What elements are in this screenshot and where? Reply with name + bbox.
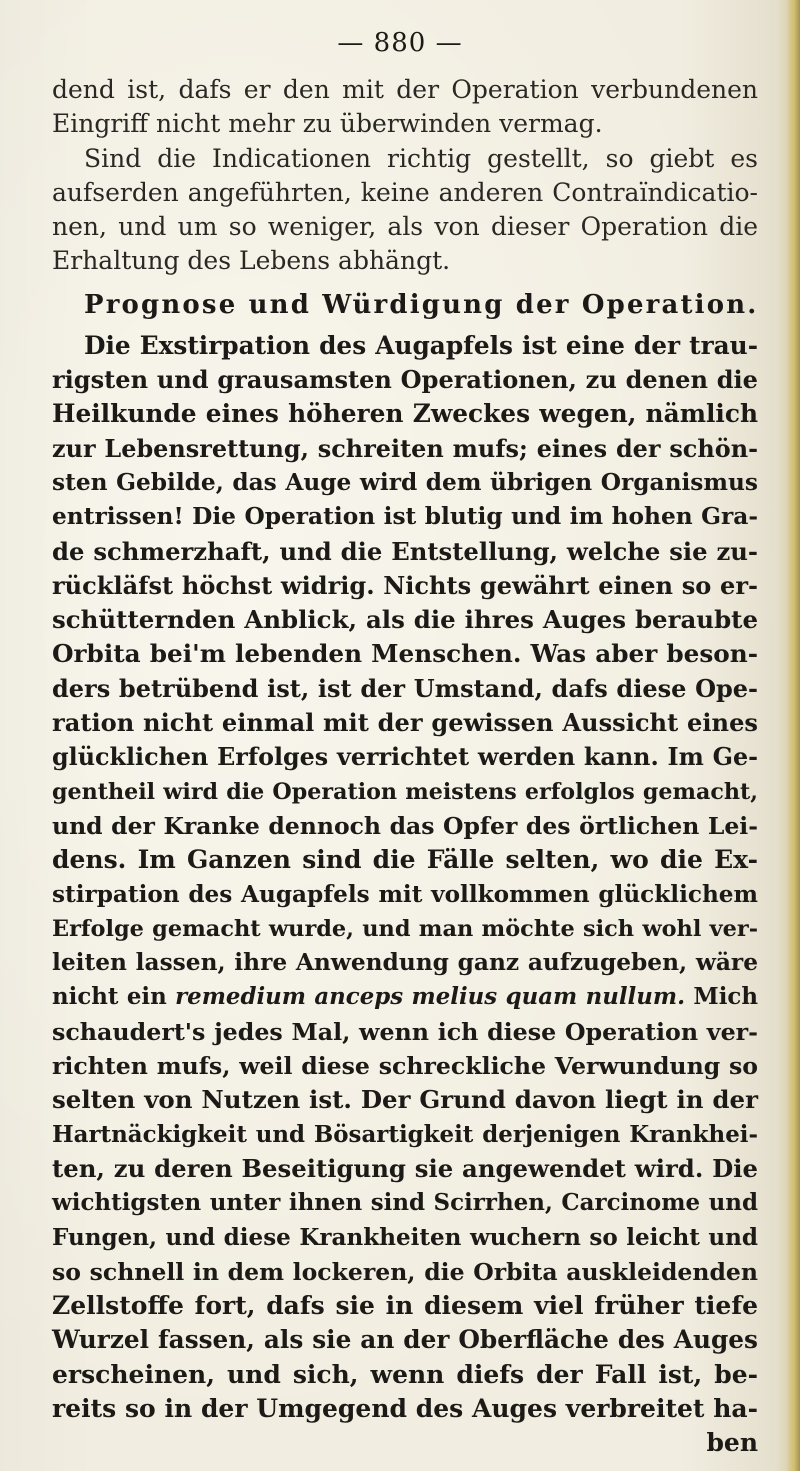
text-line: Hartnäckigkeit und Bösartigkeit derjenigen Krankhei- [52,1120,758,1148]
text-line: so schnell in dem lockeren, die Orbita auskleidenden [52,1257,758,1286]
text-line: Eingriff nicht mehr zu überwinden vermag. [52,109,603,139]
text-line: rückläfst höchst widrig. Nichts gewährt einen so er- [52,570,758,600]
text-line: ration nicht einmal mit der gewissen Aussicht eines [52,708,758,738]
text-line: leiten lassen, ihre Anwendung ganz aufzugeben, wäre [52,949,758,977]
text-line: Wurzel fassen, als sie an der Oberfläche des Auges [52,1325,758,1355]
text-line: Heilkunde eines höheren Zweckes wegen, nämlich [52,399,758,429]
text-line: entrissen! Die Operation ist blutig und im hohen Gra- [52,503,758,531]
text-line: zur Lebensrettung, schreiten mufs; eines der schön- [52,434,758,463]
page-edge [786,0,800,1471]
text-line: ders betrübend ist, ist der Umstand, dafs diese Ope- [52,673,758,703]
text-line: Orbita bei'm lebenden Menschen. Was aber beson- [52,639,758,669]
text-line: glücklichen Erfolges verrichtet werden kann. Im Ge- [52,743,758,772]
text-line: de schmerzhaft, und die Entstellung, welche sie zu- [52,536,758,566]
text-line-final-word: ben [706,1428,758,1458]
page-number: — 880 — [337,28,463,58]
text-line: Fungen, und diese Krankheiten wuchern so leicht und [52,1223,758,1251]
text-line: wichtigsten unter ihnen sind Scirrhen, Carcinome und [52,1189,758,1217]
text-fragment: nicht ein [52,984,176,1011]
text-line: Erhaltung des Lebens abhängt. [52,246,451,276]
text-line: gentheil wird die Operation meistens erfolglos gemacht, [52,778,758,805]
text-line: Erfolge gemacht wurde, und man möchte sich wohl ver- [52,915,758,942]
text-line: reits so in der Umgegend des Auges verbreitet ha- [52,1393,758,1423]
text-fragment: Mich [685,984,758,1011]
text-line: sten Gebilde, das Auge wird dem übrigen Organismus [52,468,758,496]
text-line: selten von Nutzen ist. Der Grund davon liegt in der [52,1085,758,1115]
text-line: nen, und um so weniger, als von dieser Operation die [52,212,758,242]
text-line: stirpation des Augapfels mit vollkommen glücklichem [52,880,758,908]
text-block [52,73,758,1461]
text-line: rigsten und grausamsten Operationen, zu denen die [52,365,758,395]
text-line: schaudert's jedes Mal, wenn ich diese Operation ver- [52,1017,758,1046]
text-line: schütternden Anblick, als die ihres Auges beraubte [52,605,758,635]
text-line: erscheinen, und sich, wenn diefs der Fall ist, be- [52,1359,758,1389]
latin-phrase: remedium anceps melius quam nullum. [175,984,686,1011]
text-line: richten mufs, weil diese schreckliche Verwundung so [52,1052,758,1081]
text-line: dend ist, dafs er den mit der Operation verbundenen [52,75,758,104]
text-line-latin-quote [52,980,758,1014]
text-line: Sind die Indicationen richtig gestellt, so giebt es [84,143,758,173]
text-line: ten, zu deren Beseitigung sie angewendet wird. Die [52,1153,758,1183]
text-line: aufserden angeführten, keine anderen Contraïndicatio- [52,177,758,207]
text-line: und der Kranke dennoch das Opfer des örtlichen Lei- [52,811,758,840]
text-line: Die Exstirpation des Augapfels ist eine der trau- [84,330,758,360]
text-line: dens. Im Ganzen sind die Fälle selten, wo die Ex- [52,845,758,875]
section-heading: Prognose und Würdigung der Operation. [84,289,759,320]
text-line: Zellstoffe fort, dafs sie in diesem viel früher tiefe [52,1291,758,1321]
